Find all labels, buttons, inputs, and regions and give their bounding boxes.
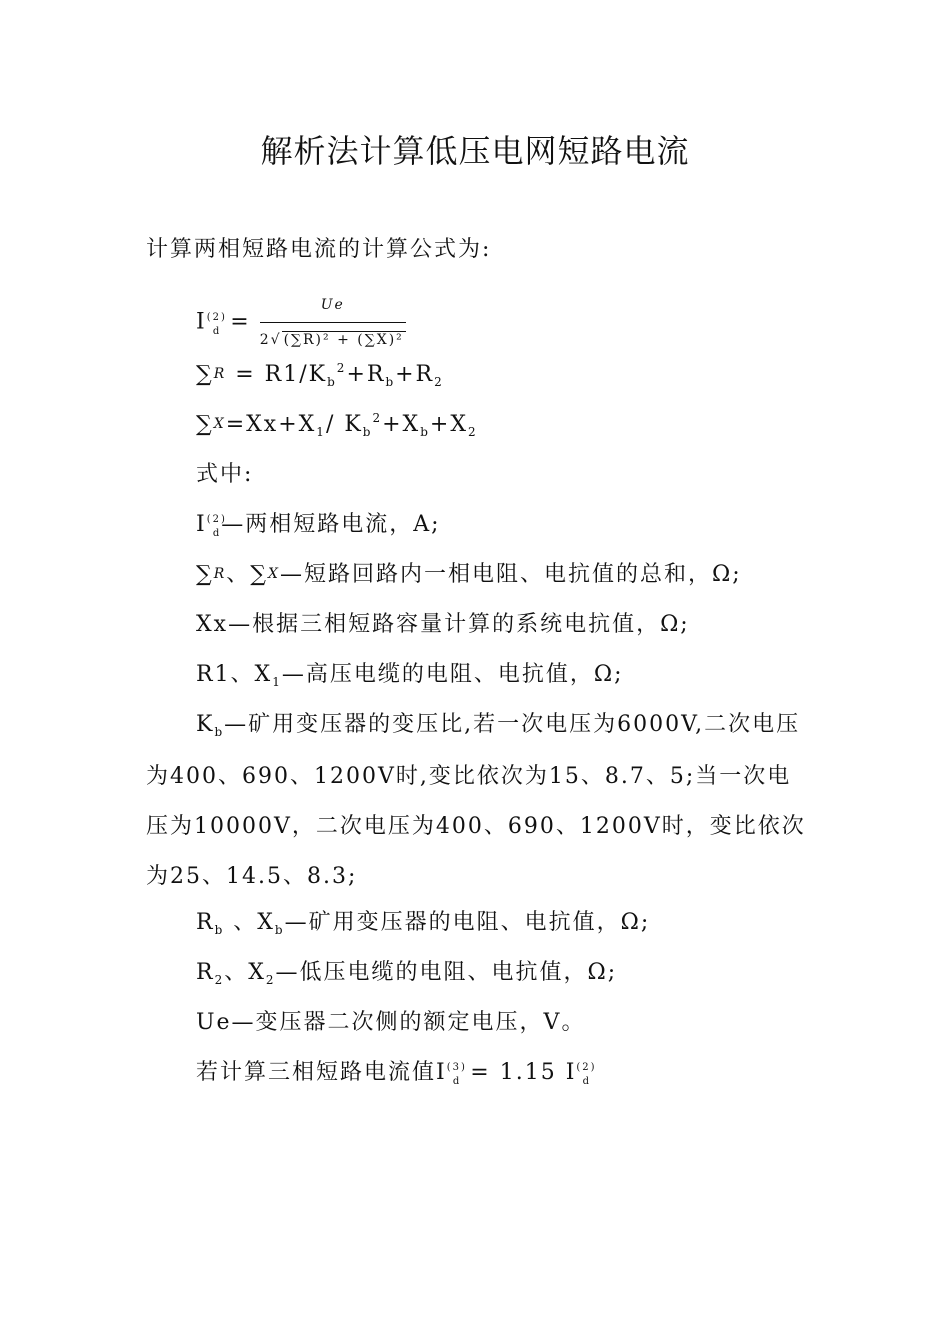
sqrt-sign: √ [270, 332, 282, 348]
formula-main: $I^{(2)}_d$ = $\frac{Ue}{\text{2√ (∑R)² + (∑X)²}}$ [196, 290, 406, 355]
formula-fraction [260, 290, 406, 355]
formula-denominator: 2√ (∑R)² + (∑X)² [259, 332, 404, 348]
document-title: 解析法计算低压电网短路电流 [260, 132, 690, 170]
formula-sum-x: $\sum X=Xx+X_1/$ $K_b^2+X_b+X_2$ [196, 411, 478, 439]
formula-sum-r: $\sum R = R1/K_b^2+R_b+R_2$ [196, 361, 444, 389]
definition-rb-xb: $R_b$ 、$X_b—$矿用变压器的电阻、电抗值，Ω; [196, 910, 651, 937]
definition-sum-rx: ∑R、∑X—短路回路内一相电阻、电抗值的总和，Ω; [196, 562, 742, 587]
definition-id2: $I^{(2)}_d—$两相短路电流，A; [196, 512, 441, 539]
where-label: 式中: [196, 462, 254, 487]
definition-r1-x1: R1、$X_1—$高压电缆的电阻、电抗值，Ω; [196, 662, 624, 689]
definition-ue: Ue—变压器二次侧的额定电压，V。 [196, 1010, 586, 1035]
intro-text: 计算两相短路电流的计算公式为: [146, 237, 492, 262]
definition-xx: Xx—根据三相短路容量计算的系统电抗值，Ω; [196, 612, 690, 637]
definition-r2-x2: $R_2$、$X_2—$低压电缆的电阻、电抗值，Ω; [196, 960, 618, 987]
formula-numerator: Ue [260, 290, 406, 323]
formula-eq: = [230, 309, 251, 335]
definition-kb: $K_b—$矿用变压器的变压比,若一次电压为6000V,二次电压为400、690、1200V时,变比依次为15、8.7、5;当一次电压为10000V，二次电压为400、690、1200V时，变比依次为25、14.5、8.3; [146, 712, 806, 889]
three-phase-formula: 若计算三相短路电流值$I^{(3)}_d = 1.15$ $I^{(2)}_d$ [196, 1060, 597, 1087]
formula-lhs: I [196, 309, 207, 335]
